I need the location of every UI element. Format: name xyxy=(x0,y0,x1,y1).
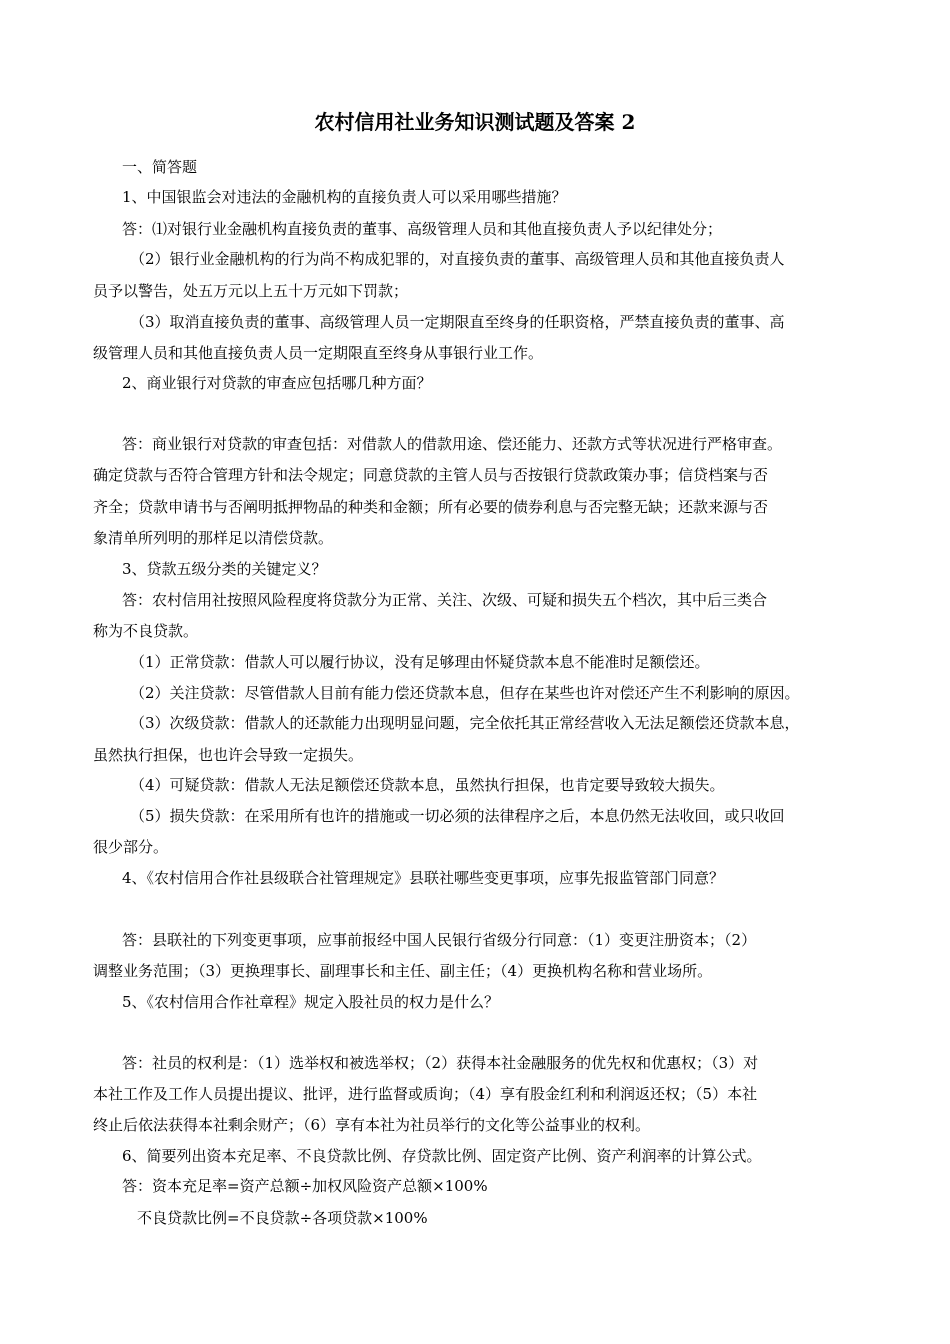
answer-1-line-3: 员予以警告，处五万元以上五十万元如下罚款； xyxy=(93,282,409,300)
answer-5-line-3: 终止后依法获得本社剩余财产；（6）享有本社为社员举行的文化等公益事业的权利。 xyxy=(93,1116,651,1134)
answer-1-line-2: （2）银行业金融机构的行为尚不构成犯罪的，对直接负责的董事、高级管理人员和其他直接负责人 xyxy=(130,250,785,268)
answer-4-line-1: 答：县联社的下列变更事项，应事前报经中国人民银行省级分行同意：（1）变更注册资本；（2） xyxy=(122,931,757,949)
answer-1-line-1: 答：⑴对银行业金融机构直接负责的董事、高级管理人员和其他直接负责人予以纪律处分； xyxy=(122,220,723,238)
answer-3-item-3-line-1: （3）次级贷款：借款人的还款能力出现明显问题，完全依托其正常经营收入无法足额偿还贷款本息， xyxy=(130,714,800,732)
answer-2-line-3: 齐全；贷款申请书与否阐明抵押物品的种类和金额；所有必要的债券利息与否完整无缺；还款来源与否 xyxy=(93,498,769,516)
answer-4-line-2: 调整业务范围；（3）更换理事长、副理事长和主任、副主任；（4）更换机构名称和营业场所。 xyxy=(93,962,713,980)
document-title: 农村信用社业务知识测试题及答案 2 xyxy=(314,110,636,134)
question-2: 2、商业银行对贷款的审查应包括哪几种方面？ xyxy=(122,374,432,392)
question-1: 1、中国银监会对违法的金融机构的直接负责人可以采用哪些措施？ xyxy=(122,188,567,206)
answer-3-item-5-line-1: （5）损失贷款：在采用所有也许的措施或一切必须的法律程序之后，本息仍然无法收回，或只收回 xyxy=(130,807,785,825)
answer-3-item-5-line-2: 很少部分。 xyxy=(93,838,169,856)
answer-2-line-1: 答：商业银行对贷款的审查包括：对借款人的借款用途、偿还能力、还款方式等状况进行严格审查。 xyxy=(122,435,783,453)
answer-2-line-2: 确定贷款与否符合管理方针和法令规定；同意贷款的主管人员与否按银行贷款政策办事；信贷档案与否 xyxy=(93,466,769,484)
answer-1-line-5: 级管理人员和其他直接负责人员一定期限直至终身从事银行业工作。 xyxy=(93,344,544,362)
section-heading: 一、简答题 xyxy=(122,158,198,176)
answer-5-line-2: 本社工作及工作人员提出提议、批评，进行监督或质询；（4）享有股金红利和利润返还权；（5）本社 xyxy=(93,1085,758,1103)
answer-3-item-2: （2）关注贷款：尽管借款人目前有能力偿还贷款本息，但存在某些也许对偿还产生不利影响的原因。 xyxy=(130,684,800,702)
answer-5-line-1: 答：社员的权利是：（1）选举权和被选举权；（2）获得本社金融服务的优先权和优惠权；（3）对 xyxy=(122,1054,759,1072)
answer-6-line-1: 答：资本充足率=资产总额÷加权风险资产总额×100% xyxy=(122,1177,488,1195)
question-5: 5、《农村信用合作社章程》规定入股社员的权力是什么？ xyxy=(122,993,500,1011)
answer-3-line-1: 答：农村信用社按照风险程度将贷款分为正常、关注、次级、可疑和损失五个档次，其中后三类合 xyxy=(122,591,768,609)
question-4: 4、《农村信用合作社县级联合社管理规定》县联社哪些变更事项，应事先报监管部门同意？ xyxy=(122,869,725,887)
answer-3-line-2: 称为不良贷款。 xyxy=(93,622,199,640)
answer-2-line-4: 象清单所列明的那样足以清偿贷款。 xyxy=(93,529,334,547)
answer-3-item-3-line-2: 虽然执行担保，也也许会导致一定损失。 xyxy=(93,746,364,764)
question-6: 6、简要列出资本充足率、不良贷款比例、存贷款比例、固定资产比例、资产利润率的计算公式。 xyxy=(122,1147,762,1165)
answer-3-item-1: （1）正常贷款：借款人可以履行协议，没有足够理由怀疑贷款本息不能准时足额偿还。 xyxy=(130,653,710,671)
answer-1-line-4: （3）取消直接负责的董事、高级管理人员一定期限直至终身的任职资格，严禁直接负责的董事、高 xyxy=(130,313,785,331)
answer-6-line-2: 不良贷款比例=不良贷款÷各项贷款×100% xyxy=(137,1209,428,1227)
answer-3-item-4: （4）可疑贷款：借款人无法足额偿还贷款本息，虽然执行担保，也肯定要导致较大损失。 xyxy=(130,776,725,794)
question-3: 3、贷款五级分类的关键定义？ xyxy=(122,560,327,578)
